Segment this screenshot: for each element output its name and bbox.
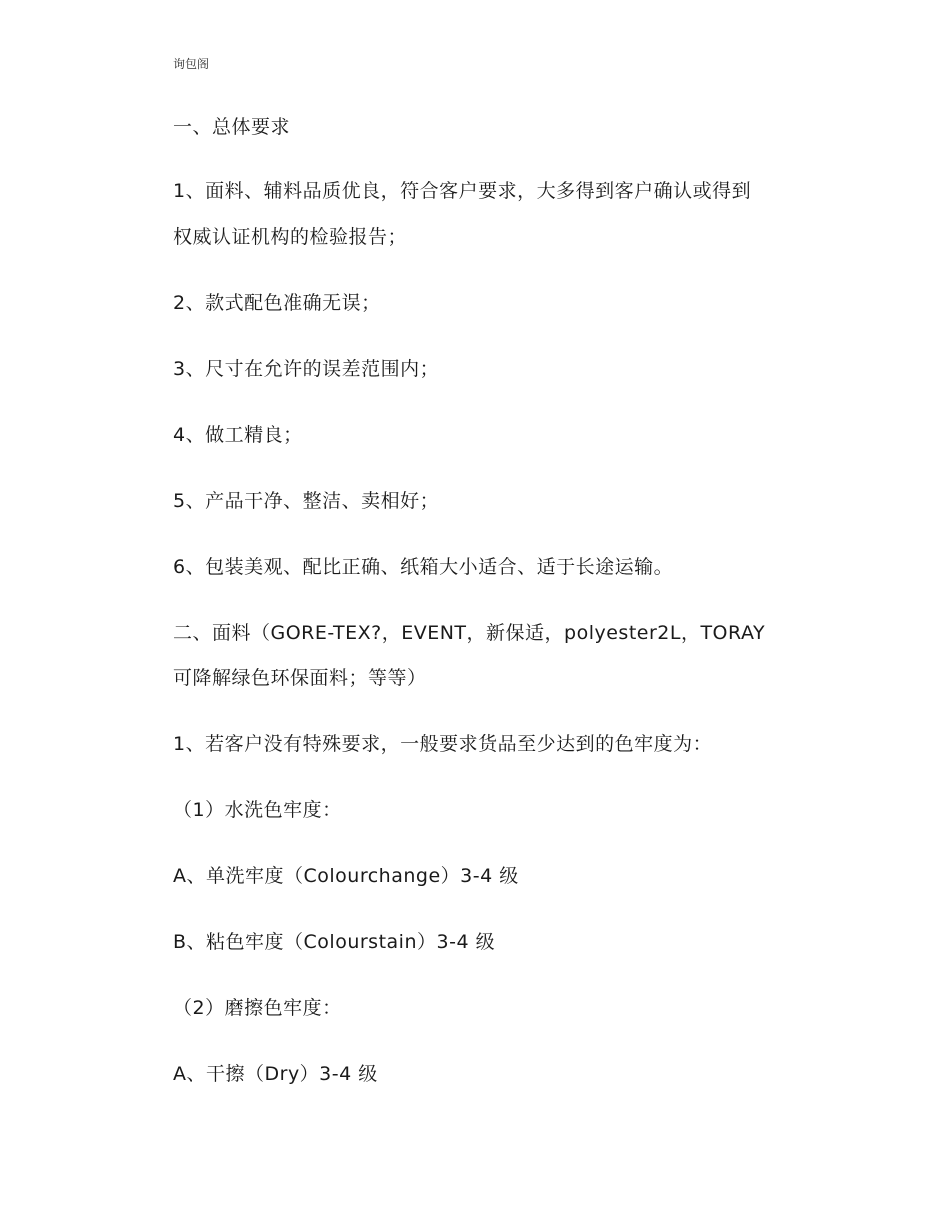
paragraph-line: 3、尺寸在允许的误差范围内； <box>173 358 440 380</box>
paragraph-line: 2、款式配色准确无误； <box>173 292 381 314</box>
section-heading: 二、面料（GORE-TEX?，EVENT，新保适，polyester2L，TORAY <box>173 622 766 644</box>
paragraph-line: 1、面料、辅料品质优良，符合客户要求，大多得到客户确认或得到 <box>173 180 752 202</box>
paragraph-line: A、干擦（Dry）3-4 级 <box>173 1063 378 1085</box>
paragraph-line: 6、包装美观、配比正确、纸箱大小适合、适于长途运输。 <box>173 556 674 578</box>
paragraph-line: A、单洗牢度（Colourchange）3-4 级 <box>173 865 519 887</box>
paragraph-line: 5、产品干净、整洁、卖相好； <box>173 490 440 512</box>
paragraph-line: 1、若客户没有特殊要求，一般要求货品至少达到的色牢度为： <box>173 733 713 755</box>
paragraph-line: B、粘色牢度（Colourstain）3-4 级 <box>173 931 496 953</box>
paragraph-line: 权威认证机构的检验报告； <box>173 226 408 248</box>
section-heading: 一、总体要求 <box>173 116 291 138</box>
paragraph-line: 4、做工精良； <box>173 424 303 446</box>
paragraph-line: 可降解绿色环保面料；等等） <box>173 667 427 689</box>
page-header: 询包阁 <box>173 57 210 71</box>
subheading: （2）磨擦色牢度： <box>173 997 342 1019</box>
subheading: （1）水洗色牢度： <box>173 799 342 821</box>
